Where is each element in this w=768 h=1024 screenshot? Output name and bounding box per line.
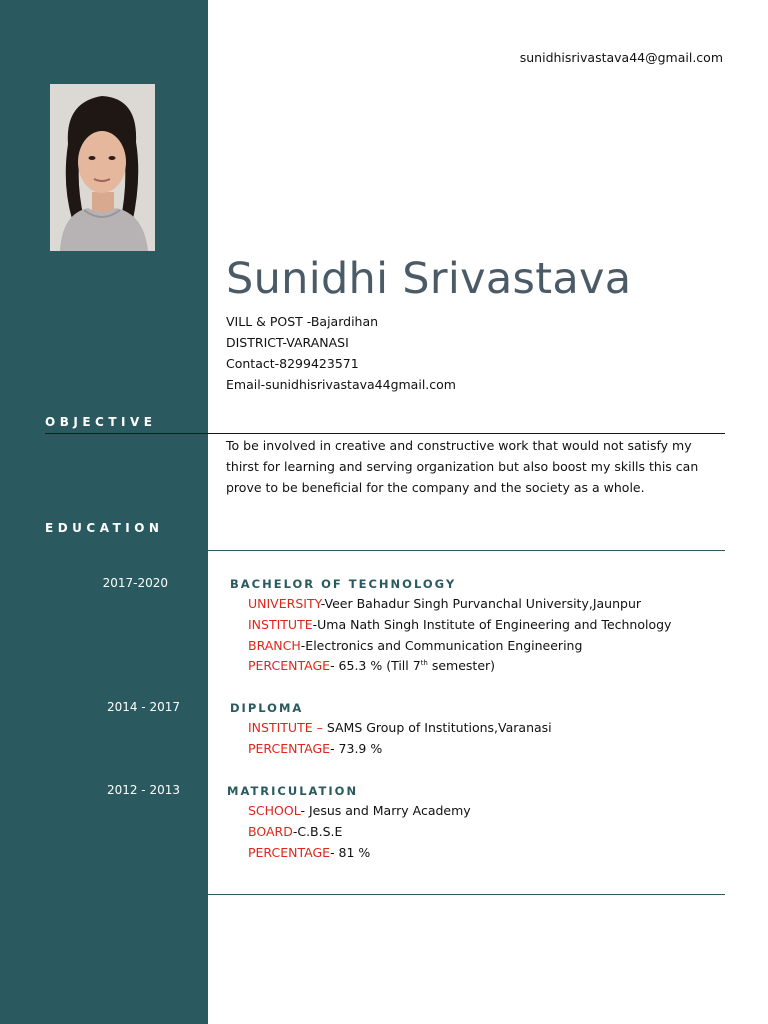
detail-key: PERCENTAGE <box>248 658 331 673</box>
education-detail <box>248 596 641 611</box>
objective-heading: OBJECTIVE <box>45 415 157 429</box>
degree-title: BACHELOR OF TECHNOLOGY <box>230 577 457 591</box>
profile-photo <box>50 84 155 251</box>
contact-block <box>226 311 456 395</box>
detail-value: SAMS Group of Institutions,Varanasi <box>322 720 552 735</box>
education-detail <box>248 845 370 860</box>
address-district: DISTRICT-VARANASI <box>226 335 349 350</box>
detail-superscript: th <box>420 658 428 667</box>
detail-key: INSTITUTE <box>248 617 313 632</box>
detail-key: PERCENTAGE <box>248 845 331 860</box>
education-detail <box>248 658 495 673</box>
contact-email: Email-sunidhisrivastava44gmail.com <box>226 377 456 392</box>
education-detail <box>248 720 552 735</box>
education-years: 2014 - 2017 <box>106 700 180 714</box>
degree-title: DIPLOMA <box>230 701 304 715</box>
detail-key: BOARD <box>248 824 293 839</box>
education-detail <box>248 803 471 818</box>
detail-key: SCHOOL <box>248 803 301 818</box>
address-village: VILL & POST -Bajardihan <box>226 314 379 329</box>
detail-value: - 81 % <box>330 845 371 860</box>
contact-phone: Contact-8299423571 <box>226 356 359 371</box>
education-years: 2012 - 2013 <box>106 783 180 797</box>
objective-text: To be involved in creative and constructive work that would not satisfy my thirst for learning and serving organization but also boost my skills this can prove to be beneficial for the company and the society as a whole. <box>226 438 699 495</box>
detail-value: -C.B.S.E <box>292 824 343 839</box>
candidate-name: Sunidhi Srivastava <box>226 254 632 304</box>
detail-value: - 73.9 % <box>330 741 383 756</box>
objective-divider <box>45 433 725 434</box>
detail-value: -Uma Nath Singh Institute of Engineering and Technology <box>312 617 672 632</box>
detail-key: UNIVERSITY <box>248 596 321 611</box>
header-email[interactable]: sunidhisrivastava44@gmail.com <box>519 50 723 65</box>
detail-key: PERCENTAGE <box>248 741 331 756</box>
detail-key: BRANCH <box>248 638 301 653</box>
education-detail <box>248 617 671 632</box>
detail-value: - 65.3 % (Till 7 <box>330 658 421 673</box>
detail-value: - Jesus and Marry Academy <box>300 803 471 818</box>
detail-key: INSTITUTE – <box>248 720 323 735</box>
education-divider-top <box>208 550 725 551</box>
education-detail <box>248 741 382 756</box>
education-detail <box>248 824 342 839</box>
education-divider-bottom <box>208 894 725 895</box>
detail-value: -Electronics and Communication Engineering <box>300 638 583 653</box>
education-years: 2017-2020 <box>102 576 168 590</box>
detail-tail: semester) <box>427 658 496 673</box>
detail-value: -Veer Bahadur Singh Purvanchal University,Jaunpur <box>320 596 642 611</box>
degree-title: MATRICULATION <box>227 784 359 798</box>
education-heading: EDUCATION <box>45 521 164 535</box>
education-detail <box>248 638 582 653</box>
